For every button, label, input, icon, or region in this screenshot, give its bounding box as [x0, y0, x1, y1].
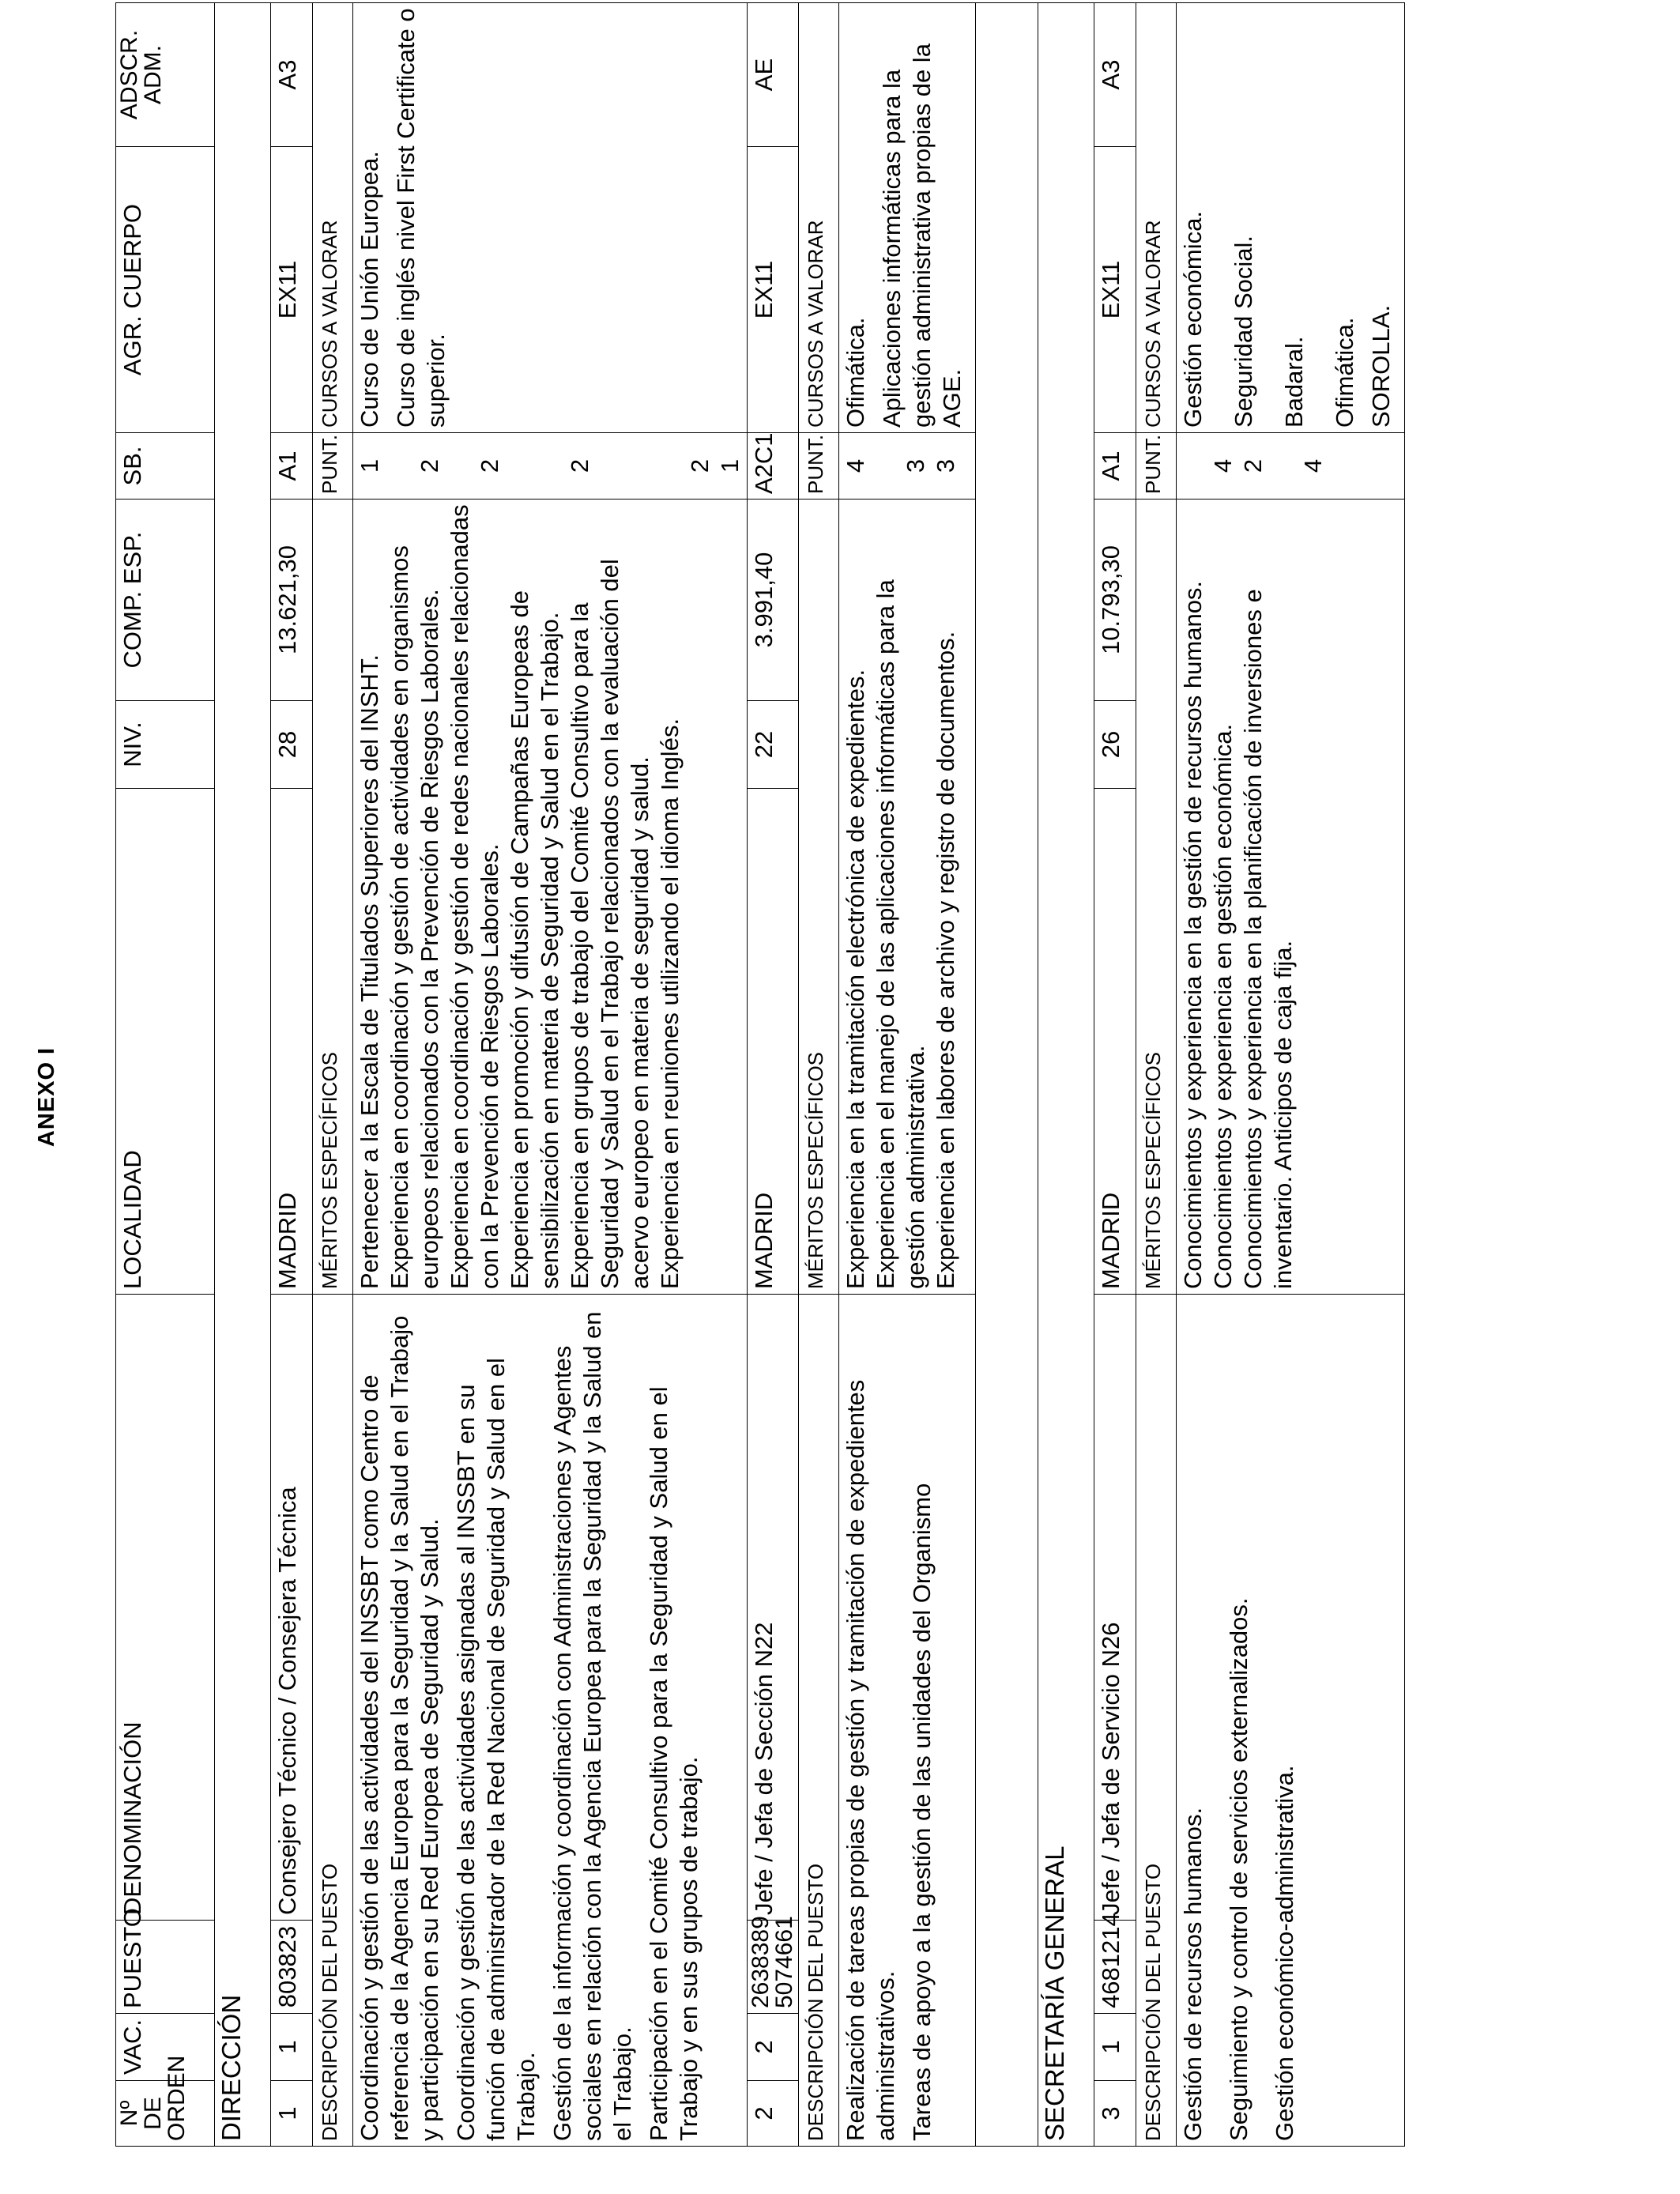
subheader-meritos: MÉRITOS ESPECÍFICOS — [313, 499, 353, 1295]
curso-item: Curso de inglés nivel First Certificate o superior. — [392, 8, 450, 428]
curso-item: Gestión económica. — [1179, 211, 1207, 428]
nivel: 22 — [748, 701, 799, 789]
header-adscr-line2: ADM. — [140, 45, 166, 104]
merito-item: Experiencia en el manejo de las aplicaciones informáticas para la gestión administrativa. — [872, 579, 929, 1289]
punto: 4 — [842, 458, 869, 473]
curso-item: Aplicaciones informáticas para la gestión administrativa propias de la AGE. — [878, 43, 966, 428]
page-title: ANEXO I — [34, 1046, 59, 1148]
merito-item: Experiencia en grupos de trabajo del Comité Consultivo para la Seguridad y Salud en el Trabajo relacionados con la evaluación del acervo europeo en materia de seguridad y salud. — [566, 559, 654, 1289]
curso-item: Seguridad Social. — [1230, 236, 1257, 428]
section-row — [215, 3, 271, 2147]
subheader-punt: PUNT. — [1136, 433, 1177, 499]
header-vac: VAC. — [116, 2014, 215, 2081]
vac: 2 — [748, 2014, 799, 2081]
header-niv: NIV. — [116, 701, 215, 789]
denominacion: Jefe / Jefa de Sección N22 — [748, 1295, 799, 1921]
detail-row — [839, 3, 976, 2147]
denominacion: Jefe / Jefa de Servicio N26 — [1094, 1295, 1136, 1921]
header-adscr — [116, 3, 215, 147]
punto: 1 — [716, 458, 744, 473]
descripcion-item: Coordinación y gestión de las actividades asignadas al INSSBT en su función de administrador de la Red Nacional de Seguridad y Salud en el Trabajo. — [452, 1358, 540, 2141]
orden: 1 — [271, 2081, 313, 2147]
merito-item: Experiencia en coordinación y gestión de actividades en organismos europeos relacionados con la Prevención de Riesgos Laborales. — [386, 545, 443, 1289]
merito-item: Experiencia en coordinación y gestión de redes nacionales relacionadas con la Prevención de Riesgos Laborales. — [446, 504, 503, 1289]
agrupacion-cuerpo: EX11 — [1094, 147, 1136, 433]
puntos-cell — [353, 433, 748, 499]
detail-row — [353, 3, 748, 2147]
punto: 3 — [932, 458, 959, 473]
section-name: DIRECCIÓN — [215, 3, 271, 2147]
merito-item: Conocimientos y experiencia en la gestión de recursos humanos. — [1179, 580, 1207, 1289]
punto: 2 — [476, 458, 503, 473]
merito-item: Experiencia en promoción y difusión de Campañas Europeas de sensibilización en materia de Seguridad y Salud en el Trabajo. — [506, 590, 563, 1289]
subheader-punt: PUNT. — [313, 433, 353, 499]
adscripcion: AE — [748, 3, 799, 147]
subgrupo: A1 — [1094, 433, 1136, 499]
punto: 2 — [416, 458, 443, 473]
denominacion: Consejero Técnico / Consejera Técnica — [271, 1295, 313, 1921]
subheader-row — [1136, 3, 1177, 2147]
curso-item: SOROLLA. — [1367, 304, 1395, 428]
adscripcion: A3 — [271, 3, 313, 147]
header-orden-line2: ORDEN — [164, 2055, 190, 2141]
cursos-cell — [1177, 3, 1405, 433]
descripcion-cell — [839, 1295, 976, 2147]
subheader-cursos: CURSOS A VALORAR — [1136, 3, 1177, 433]
subheader-punt: PUNT. — [799, 433, 839, 499]
header-puesto: PUESTO — [116, 1921, 215, 2014]
detail-row — [1177, 3, 1405, 2147]
section-row — [1038, 3, 1094, 2147]
spacer — [976, 3, 1038, 2147]
descripcion-item: Seguimiento y control de servicios externalizados. — [1225, 1597, 1252, 2141]
subheader-descripcion: DESCRIPCIÓN DEL PUESTO — [313, 1295, 353, 2147]
subheader-meritos: MÉRITOS ESPECÍFICOS — [799, 499, 839, 1295]
puesto — [748, 1916, 799, 2014]
subheader-descripcion: DESCRIPCIÓN DEL PUESTO — [1136, 1295, 1177, 2147]
anexo-table — [115, 2, 1405, 2147]
orden: 2 — [748, 2081, 799, 2147]
section-name: SECRETARÍA GENERAL — [1038, 3, 1094, 2147]
descripcion-item: Gestión de la información y coordinación con Administraciones y Agentes sociales en relación con la Agencia Europea para la Seguridad y la Salud en el Trabajo. — [548, 1311, 636, 2141]
descripcion-item: Participación en el Comité Consultivo para la Seguridad y Salud en el Trabajo y en sus grupos de trabajo. — [645, 1386, 703, 2141]
punto: 4 — [1209, 458, 1237, 473]
adscripcion: A3 — [1094, 3, 1136, 147]
descripcion-item: Realización de tareas propias de gestión y tramitación de expedientes administrativos. — [842, 1379, 899, 2141]
puntos-cell — [839, 433, 976, 499]
job-row — [271, 3, 313, 2147]
punto: 3 — [902, 458, 929, 473]
punto: 2 — [686, 458, 714, 473]
localidad: MADRID — [271, 789, 313, 1295]
subgrupo: A1 — [271, 433, 313, 499]
header-row — [116, 3, 215, 2147]
merito-item: Conocimientos y experiencia en la planificación de inversiones e inventario. Anticipos de caja fija. — [1239, 589, 1297, 1289]
punto: 2 — [1239, 458, 1267, 473]
subheader-cursos: CURSOS A VALORAR — [313, 3, 353, 433]
complemento-especifico: 13.621,30 — [271, 499, 313, 701]
punto: 1 — [356, 458, 383, 473]
spacer-row — [976, 3, 1038, 2147]
descripcion-item: Gestión de recursos humanos. — [1179, 1807, 1207, 2141]
meritos-cell — [839, 499, 976, 1295]
meritos-cell — [1177, 499, 1405, 1295]
meritos-cell — [353, 499, 748, 1295]
complemento-especifico: 3.991,40 — [748, 499, 799, 701]
curso-item: Ofimática. — [1331, 317, 1358, 428]
merito-item: Conocimientos y experiencia en gestión económica. — [1209, 723, 1237, 1289]
merito-item: Pertenecer a la Escala de Titulados Superiores del INSHT. — [356, 654, 383, 1289]
descripcion-item: Coordinación y gestión de las actividades del INSSBT como Centro de referencia de la Agencia Europea para la Seguridad y la Salud en el Trabajo y participación en su Red Europea de Seguridad y Salud. — [356, 1315, 443, 2141]
orden: 3 — [1094, 2081, 1136, 2147]
subheader-cursos: CURSOS A VALORAR — [799, 3, 839, 433]
merito-item: Experiencia en la tramitación electrónica de expedientes. — [842, 669, 869, 1289]
punto: 2 — [566, 458, 593, 473]
subheader-row — [799, 3, 839, 2147]
header-adscr-line1: ADSCR. — [116, 29, 142, 120]
merito-item: Experiencia en labores de archivo y registro de documentos. — [932, 631, 959, 1289]
descripcion-item: Tareas de apoyo a la gestión de las unidades del Organismo — [908, 1483, 936, 2141]
header-denominacion: DENOMINACIÓN — [116, 1295, 215, 1921]
header-orden — [116, 2055, 215, 2147]
cursos-cell — [839, 3, 976, 433]
puesto-code: 2638389 — [748, 1916, 774, 2008]
header-agr: AGR. CUERPO — [116, 147, 215, 433]
vac: 1 — [271, 2014, 313, 2081]
subgrupo: A2C1 — [748, 433, 799, 499]
job-row — [1094, 3, 1136, 2147]
agrupacion-cuerpo: EX11 — [748, 147, 799, 433]
merito-item: Experiencia en reuniones utilizando el idioma Inglés. — [656, 718, 684, 1289]
header-orden-line1: Nº DE — [116, 2097, 166, 2130]
subheader-meritos: MÉRITOS ESPECÍFICOS — [1136, 499, 1177, 1295]
curso-item: Badaral. — [1280, 336, 1308, 428]
header-sb: SB. — [116, 433, 215, 499]
descripcion-cell — [353, 1295, 748, 2147]
nivel: 28 — [271, 701, 313, 789]
subheader-row — [313, 3, 353, 2147]
puesto: 803823 — [271, 1921, 313, 2014]
localidad: MADRID — [748, 789, 799, 1295]
vac: 1 — [1094, 2014, 1136, 2081]
header-comp: COMP. ESP. — [116, 499, 215, 701]
puntos-cell — [1177, 433, 1405, 499]
job-row — [748, 3, 799, 2147]
header-localidad: LOCALIDAD — [116, 789, 215, 1295]
complemento-especifico: 10.793,30 — [1094, 499, 1136, 701]
cursos-cell — [353, 3, 748, 433]
localidad: MADRID — [1094, 789, 1136, 1295]
puesto: 4681214 — [1094, 1921, 1136, 2014]
descripcion-item: Gestión económico-administrativa. — [1271, 1765, 1298, 2141]
punto: 4 — [1299, 458, 1327, 473]
agrupacion-cuerpo: EX11 — [271, 147, 313, 433]
subheader-descripcion: DESCRIPCIÓN DEL PUESTO — [799, 1295, 839, 2147]
curso-item: Ofimática. — [842, 317, 869, 428]
curso-item: Curso de Unión Europea. — [356, 151, 383, 428]
descripcion-cell — [1177, 1295, 1405, 2147]
nivel: 26 — [1094, 701, 1136, 789]
puesto-code: 5074661 — [771, 1916, 797, 2008]
